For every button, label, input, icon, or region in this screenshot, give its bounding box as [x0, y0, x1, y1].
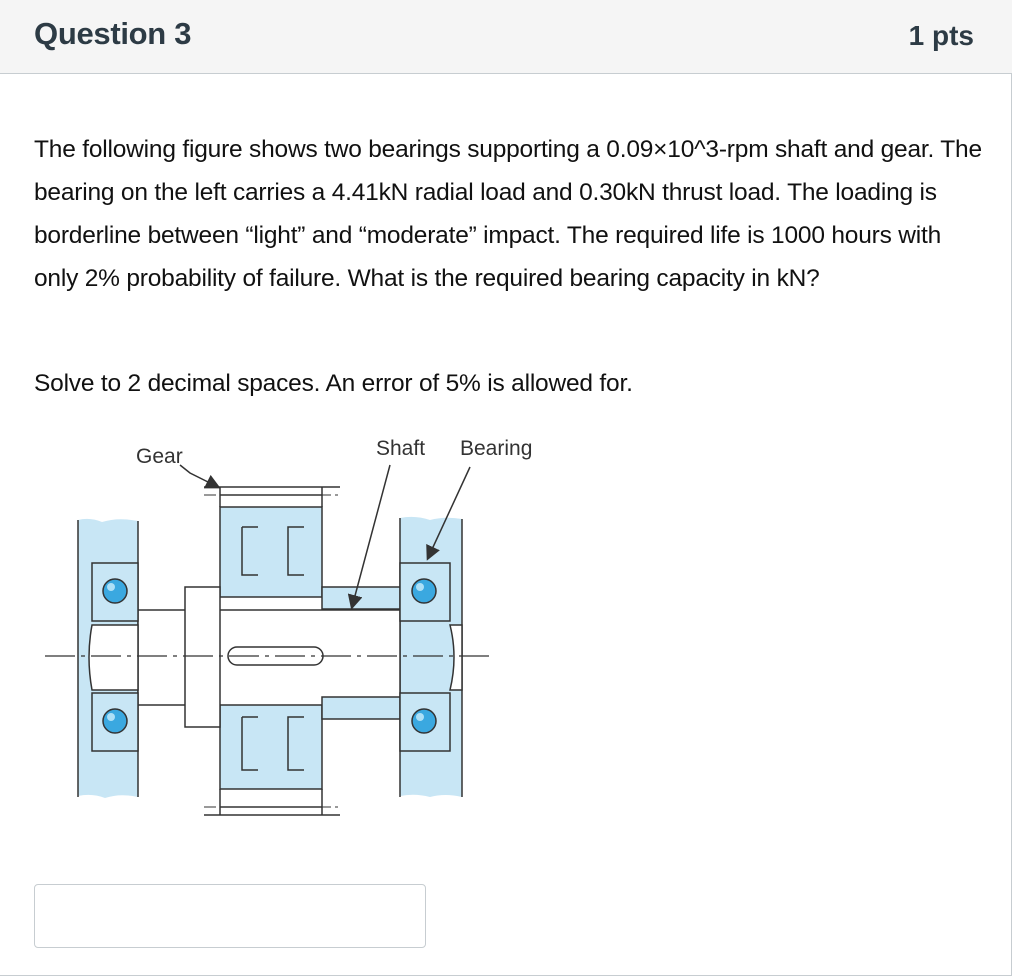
- left-bearing-bottom: [92, 693, 138, 751]
- bearing-label: Bearing: [460, 437, 533, 460]
- question-points: 1 pts: [908, 20, 974, 51]
- shaft-leader: [352, 465, 390, 607]
- question-header: [0, 0, 1012, 74]
- answer-input[interactable]: [34, 884, 426, 948]
- question-text: The following figure shows two bearings supporting a 0.09×10^3-rpm shaft and gear. The bearing on the left carries a 4.41kN radial load and 0.30kN thrust load. The loading is borderline between “light” and “moderate” impact. The required life is 1000 hours with only 2% probability of failure. What is the required bearing capacity in kN?: [34, 136, 982, 292]
- right-housing: [400, 517, 462, 797]
- question-title: Question 3: [34, 16, 192, 51]
- question-instruction: Solve to 2 decimal spaces. An error of 5% is allowed for.: [34, 370, 633, 397]
- gear-label: Gear: [136, 445, 183, 468]
- gear-top: [220, 507, 322, 597]
- bearing-diagram: [30, 425, 560, 845]
- gear-leader: [180, 465, 218, 487]
- right-bearing-top: [400, 563, 450, 621]
- gear-bottom: [220, 697, 322, 789]
- left-bearing-top: [92, 563, 138, 621]
- shaft-label: Shaft: [376, 437, 426, 460]
- bearing-figure: [30, 425, 560, 845]
- right-bearing-bottom: [400, 693, 450, 751]
